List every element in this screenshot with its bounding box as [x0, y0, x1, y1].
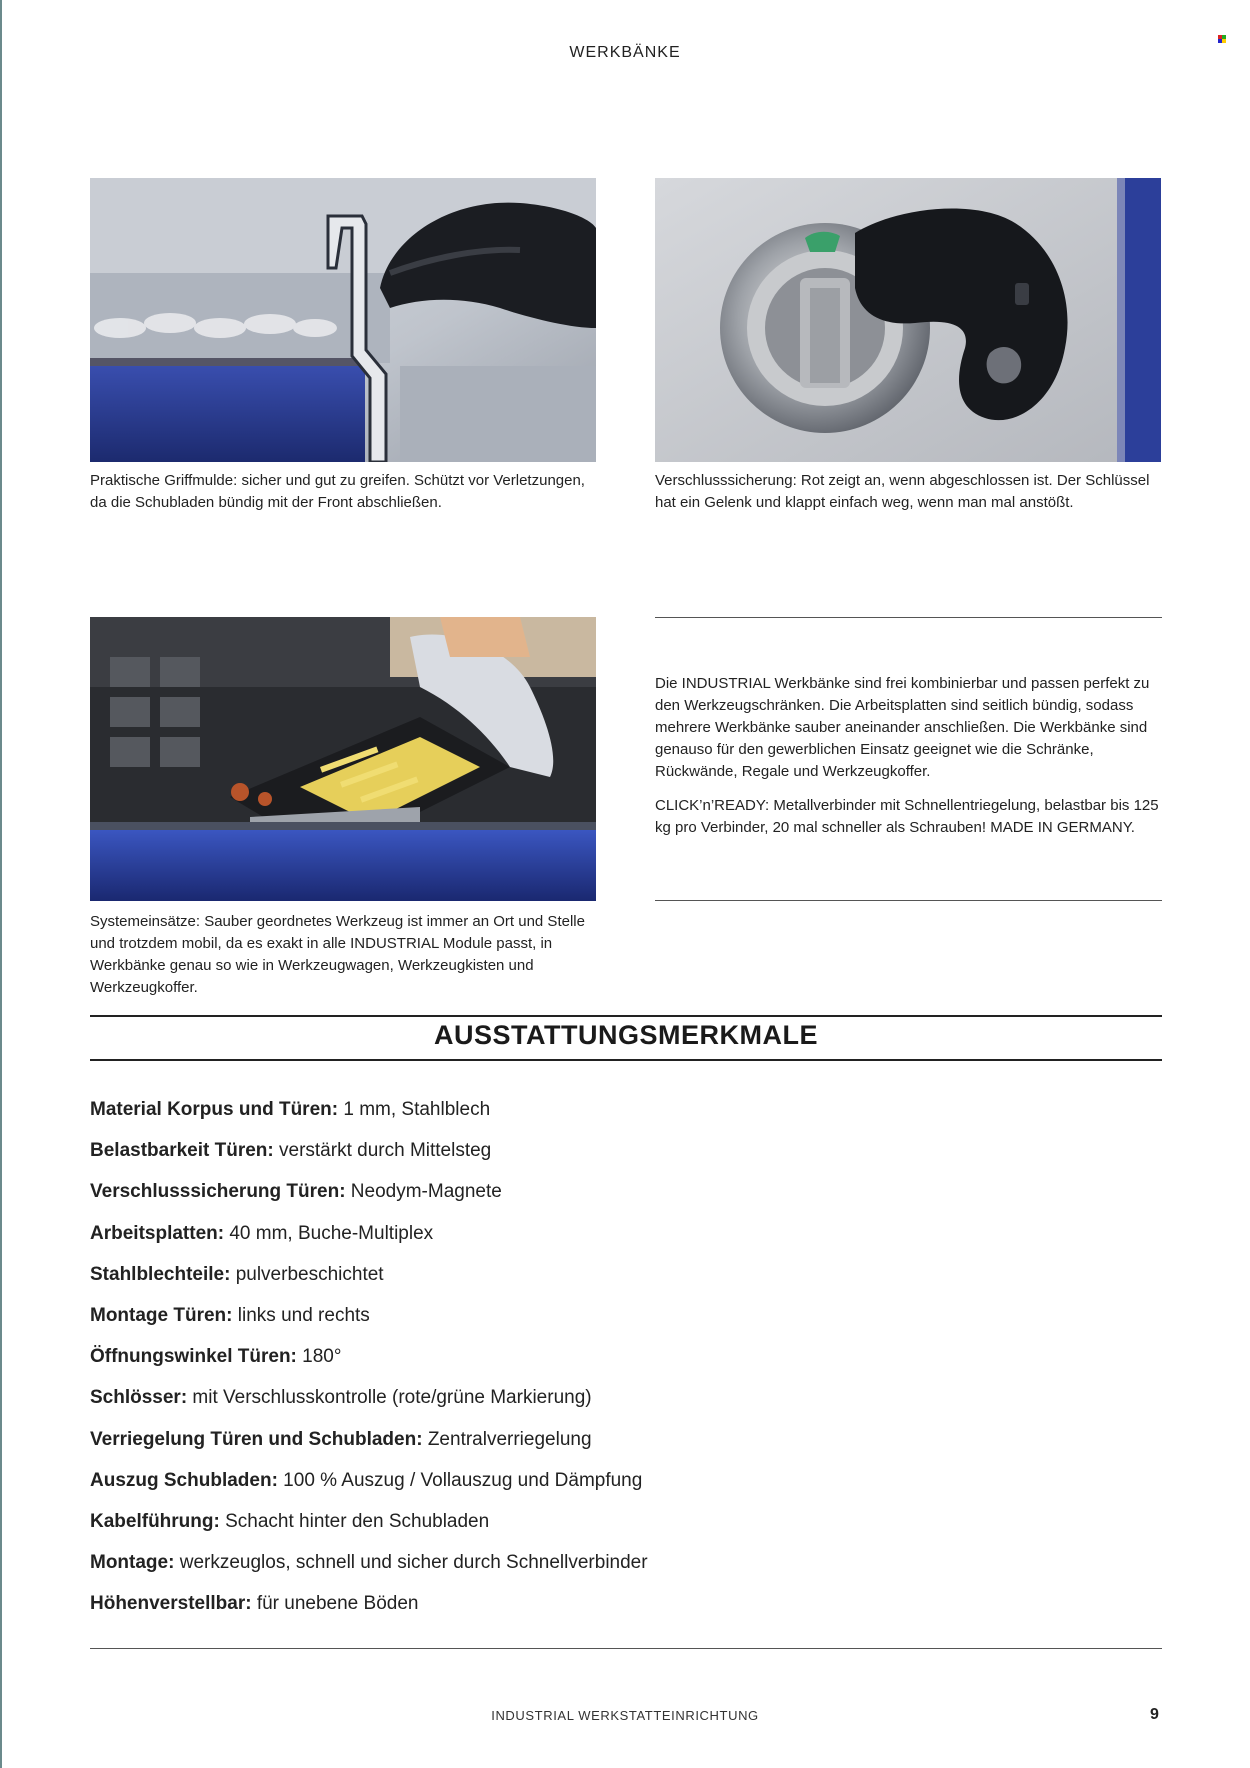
- feature-value: 180°: [296, 1346, 342, 1368]
- feature-label: Kabelführung:: [90, 1510, 220, 1532]
- page-header-title: WERKBÄNKE: [569, 44, 681, 61]
- page-edge-line: [0, 0, 2, 1768]
- feature-item: [90, 1263, 1162, 1304]
- feature-value: für unebene Böden: [251, 1593, 419, 1615]
- feature-item: [90, 1428, 1162, 1469]
- feature-label: Montage Türen:: [90, 1304, 233, 1326]
- footer-brand-text: INDUSTRIAL WERKSTATTEINRICHTUNG: [491, 1708, 759, 1723]
- feature-value: verstärkt durch Mittelsteg: [273, 1140, 492, 1162]
- feature-value: Schacht hinter den Schubladen: [219, 1510, 490, 1532]
- feature-label: Material Korpus und Türen:: [90, 1099, 339, 1120]
- clickn-ready-paragraph: CLICK’n’READY: Metallverbinder mit Schnellentriegelung, belastbar bis 125 kg pro Verbinder, 20 mal schneller als Schrauben! MADE IN GERMANY.: [655, 797, 1159, 836]
- intro-text: [655, 673, 1160, 851]
- section-title: AUSSTATTUNGSMERKMALE: [434, 1020, 818, 1050]
- feature-list: [90, 1098, 1162, 1633]
- feature-label: Verriegelung Türen und Schubladen:: [90, 1428, 423, 1450]
- feature-label: Öffnungswinkel Türen:: [90, 1346, 297, 1368]
- caption-lock: Verschlusssicherung: Rot zeigt an, wenn abgeschlossen ist. Der Schlüssel hat ein Gelenk und klappt einfach weg, wenn man mal anstößt.: [655, 472, 1150, 511]
- feature-label: Montage:: [90, 1552, 175, 1574]
- feature-value: pulverbeschichtet: [230, 1263, 384, 1285]
- feature-value: mit Verschlusskontrolle (rote/grüne Markierung): [187, 1387, 592, 1409]
- divider-top-right: [655, 617, 1162, 618]
- intro-paragraph: Die INDUSTRIAL Werkbänke sind frei kombinierbar und passen perfekt zu den Werkzeugschränken. Die Arbeitsplatten sind seitlich bündig, sodass mehrere Werkbänke sauber aneinander anschließen. Die Werkbänke sind genauso für den gewerblichen Einsatz geeignet wie die Schränke, Rückwände, Regale und Werkzeugkoffer.: [655, 675, 1150, 780]
- feature-label: Auszug Schubladen:: [90, 1469, 278, 1491]
- features-bottom-rule: [90, 1648, 1162, 1649]
- feature-item: [90, 1098, 1162, 1139]
- photo-lock-key: [655, 178, 1161, 462]
- caption-drawer-grip: Praktische Griffmulde: sicher und gut zu greifen. Schützt vor Verletzungen, da die Schubladen bündig mit der Front abschließen.: [90, 472, 585, 511]
- section-rule-top: [90, 1015, 1162, 1017]
- feature-item: [90, 1180, 1162, 1221]
- caption-system-inserts: Systemeinsätze: Sauber geordnetes Werkzeug ist immer an Ort und Stelle und trotzdem mobil, da es exakt in alle INDUSTRIAL Module passt, in Werkbänke genau so wie in Werkzeugwagen, Werkzeugkisten und Werkzeugkoffer.: [90, 913, 585, 996]
- feature-item: [90, 1592, 1162, 1633]
- feature-item: [90, 1345, 1162, 1386]
- feature-item: [90, 1304, 1162, 1345]
- feature-label: Arbeitsplatten:: [90, 1222, 225, 1244]
- feature-value: 1 mm, Stahlblech: [338, 1099, 491, 1120]
- feature-item: [90, 1510, 1162, 1551]
- feature-value: 100 % Auszug / Vollauszug und Dämpfung: [277, 1469, 643, 1491]
- feature-label: Höhenverstellbar:: [90, 1593, 252, 1615]
- page-number: 9: [1150, 1706, 1159, 1723]
- feature-label: Belastbarkeit Türen:: [90, 1140, 274, 1162]
- feature-label: Schlösser:: [90, 1387, 188, 1409]
- feature-item: [90, 1386, 1162, 1427]
- photo-drawer-grip: [90, 178, 596, 462]
- divider-bottom-right: [655, 900, 1162, 901]
- color-registration-mark: [1218, 35, 1226, 43]
- photo-system-inserts: [90, 617, 596, 901]
- feature-label: Verschlusssicherung Türen:: [90, 1181, 346, 1203]
- feature-label: Stahlblechteile:: [90, 1263, 231, 1285]
- feature-item: [90, 1139, 1162, 1180]
- feature-item: [90, 1469, 1162, 1510]
- feature-value: werkzeuglos, schnell und sicher durch Schnellverbinder: [174, 1552, 648, 1574]
- feature-value: 40 mm, Buche-Multiplex: [224, 1222, 434, 1244]
- feature-value: Zentralverriegelung: [422, 1428, 592, 1450]
- feature-item: [90, 1551, 1162, 1592]
- feature-item: [90, 1222, 1162, 1263]
- feature-value: links und rechts: [232, 1304, 370, 1326]
- section-rule-bottom: [90, 1059, 1162, 1061]
- feature-value: Neodym-Magnete: [345, 1181, 502, 1203]
